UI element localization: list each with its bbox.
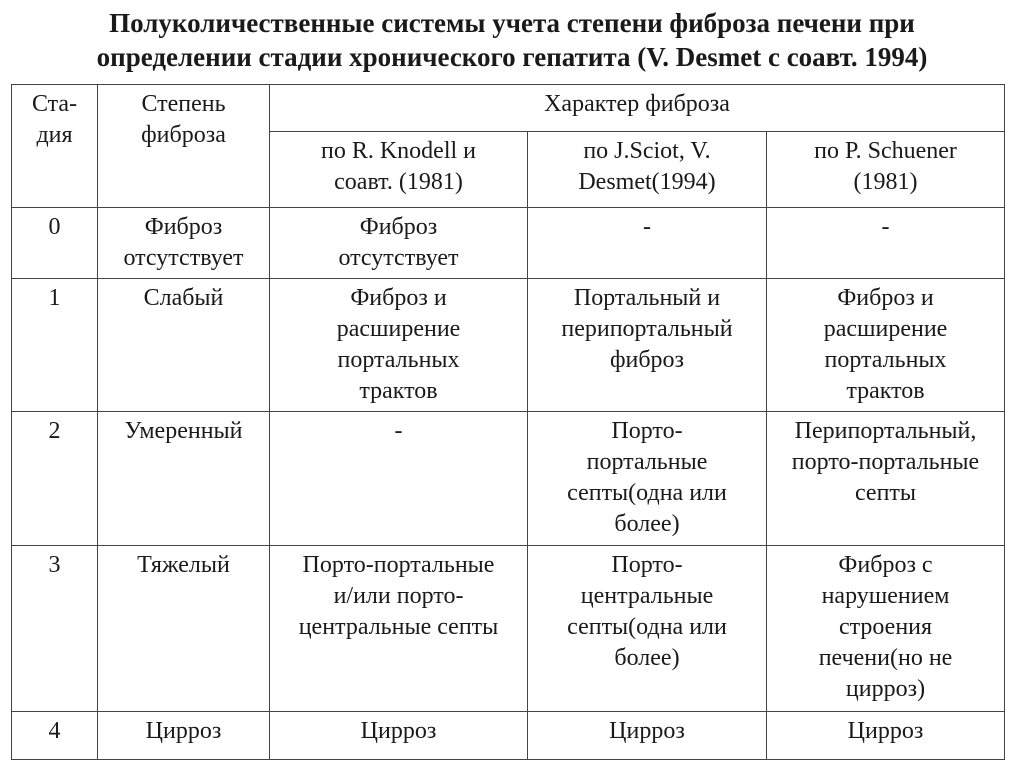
title-line-1: Полуколичественные системы учета степени фиброза печени при	[109, 8, 915, 38]
cell-degree: Цирроз	[98, 712, 270, 760]
cell-stage: 0	[12, 208, 98, 279]
table-row	[12, 208, 1005, 279]
cell-degree: Фиброз отсутствует	[98, 208, 270, 279]
cell-knodell: Цирроз	[270, 712, 528, 760]
table-row	[12, 279, 1005, 412]
title-line-2: определении стадии хронического гепатита (V. Desmet с соавт. 1994)	[96, 42, 928, 72]
header-schuener	[767, 132, 1005, 208]
header-knodell-text: по R. Knodell и соавт. (1981)	[320, 138, 476, 195]
cell-stage: 2	[12, 412, 98, 546]
cell-degree: Умеренный	[98, 412, 270, 546]
header-stage	[12, 85, 98, 208]
cell-sciot: Портальный и перипортальный фиброз	[528, 279, 767, 412]
header-sciot-text: по J.Sciot, V. Desmet(1994)	[578, 138, 716, 195]
cell-schuener: Перипортальный, порто-портальные септы	[767, 412, 1005, 546]
header-knodell	[270, 132, 528, 208]
header-degree	[98, 85, 270, 208]
header-schuener-text: по P. Schuener (1981)	[814, 138, 957, 195]
cell-sciot: -	[528, 208, 767, 279]
header-sciot	[528, 132, 767, 208]
cell-degree: Тяжелый	[98, 546, 270, 712]
header-character	[270, 85, 1005, 132]
header-row-1	[12, 85, 1005, 132]
cell-schuener: Фиброз и расширение портальных трактов	[767, 279, 1005, 412]
page-title	[0, 6, 1024, 74]
cell-stage: 3	[12, 546, 98, 712]
cell-stage: 4	[12, 712, 98, 760]
cell-schuener: Фиброз с нарушением строения печени(но не цирроз)	[767, 546, 1005, 712]
table-row	[12, 412, 1005, 546]
cell-knodell: Фиброз отсутствует	[270, 208, 528, 279]
cell-sciot: Порто- портальные септы(одна или более)	[528, 412, 767, 546]
cell-degree: Слабый	[98, 279, 270, 412]
cell-schuener: -	[767, 208, 1005, 279]
cell-knodell: -	[270, 412, 528, 546]
table-row	[12, 546, 1005, 712]
cell-schuener: Цирроз	[767, 712, 1005, 760]
fibrosis-table	[11, 84, 1005, 760]
header-degree-text: Степень фиброза	[141, 91, 226, 148]
cell-knodell: Порто-портальные и/или порто- центральные септы	[270, 546, 528, 712]
header-stage-text: Ста- дия	[31, 91, 78, 148]
cell-stage: 1	[12, 279, 98, 412]
cell-knodell: Фиброз и расширение портальных трактов	[270, 279, 528, 412]
table-row	[12, 712, 1005, 760]
cell-sciot: Порто- центральные септы(одна или более)	[528, 546, 767, 712]
cell-sciot: Цирроз	[528, 712, 767, 760]
header-character-text: Характер фиброза	[544, 91, 730, 117]
